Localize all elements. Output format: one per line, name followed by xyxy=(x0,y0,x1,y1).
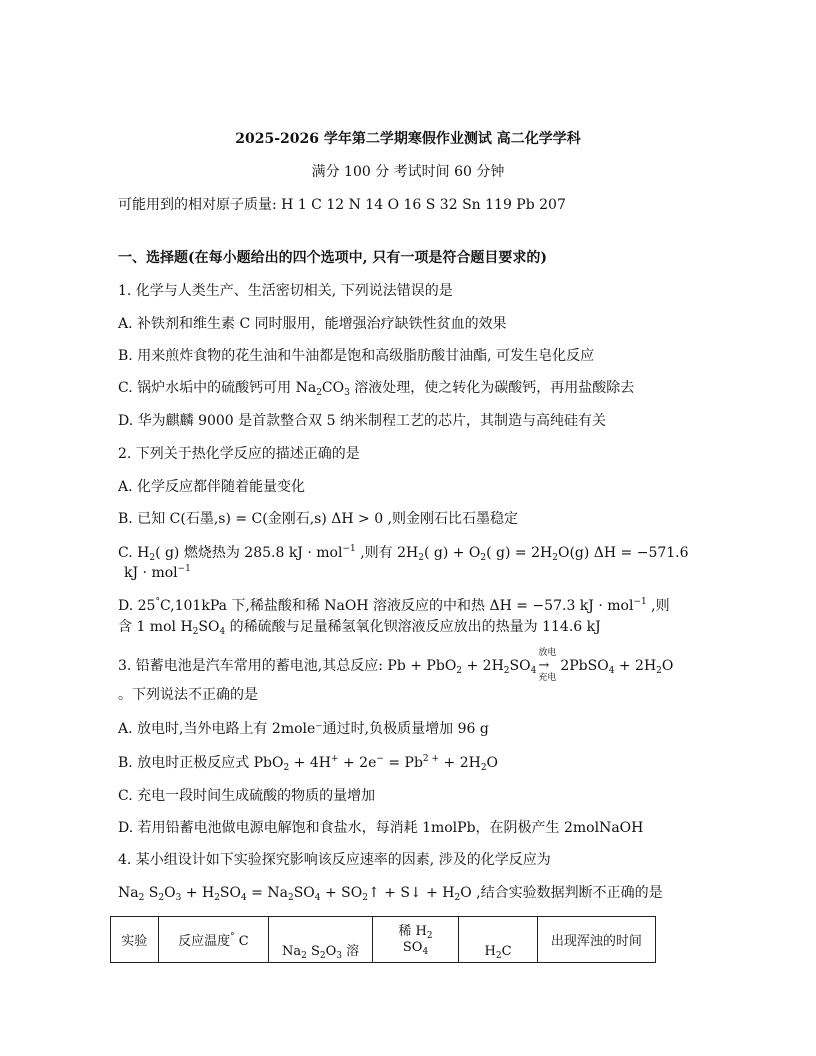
table-header-row xyxy=(111,917,656,963)
q1-option-c: C. 锅炉水垢中的硫酸钙可用 $Na_2CO_3$ 溶液处理，使之转化为碳酸钙，再用盐酸除去 xyxy=(118,380,635,398)
th-turbidity-time: 出现浑浊的时间 xyxy=(537,917,655,963)
q3-stem-cont: 。下列说法不正确的是 xyxy=(118,687,258,703)
atomic-mass-line: 可能用到的相对原子质量: H 1 C 12 N 14 O 16 S 32 Sn 119 Pb 207 xyxy=(118,197,566,213)
th-na2s2o3: $Na_2$ $S_2O_3$ 溶 xyxy=(269,917,373,963)
reaction-arrow: 放电 → 充电 xyxy=(538,648,557,683)
q2-option-d-cont: 含 1 mol $H_2SO_4$ 的稀硫酸与足量稀氢氧化钡溶液反应放出的热量为 114.6 kJ xyxy=(118,619,601,637)
q2-stem: 2. 下列关于热化学反应的描述正确的是 xyxy=(118,446,360,462)
q3-option-d: D. 若用铅蓄电池做电源电解饱和食盐水，每消耗 1molPb，在阴极产生 2molNaOH xyxy=(118,820,644,836)
th-h2o: $H_2C$ xyxy=(459,917,538,963)
q2-option-a: A. 化学反应都伴随着能量变化 xyxy=(118,479,306,495)
q3-option-c: C. 充电一段时间生成硫酸的物质的量增加 xyxy=(118,788,376,804)
q2-option-b: B. 已知 C(石墨,s) = C(金刚石,s) ΔH > 0 ,则金刚石比石墨稳定 xyxy=(118,511,519,527)
q3-option-b: B. 放电时正极反应式 $PbO_2 + 4H^+ + 2e^- = Pb^{2 +} + 2H_2O$ xyxy=(118,754,499,773)
experiment-table xyxy=(110,916,656,963)
q1-stem: 1. 化学与人类生产、生活密切相关, 下列说法错误的是 xyxy=(118,283,453,299)
q2-option-c: C. $H_2$( g) 燃烧热为 285.8 kJ · mol$^{-1}$ ,则有 $2H_2$( $g) + O_2$( $g) = 2H_2O(g) \Delta H = -571.6$ xyxy=(118,544,689,563)
th-dilute-h2so4: 稀 $H_2$ $SO_4$ xyxy=(372,917,458,963)
q2-option-c-cont: kJ · mol$^{-1}$ xyxy=(124,564,191,581)
q3-option-a: A. 放电时,当外电路上有 2mole⁻通过时,负极质量增加 96 g xyxy=(118,721,489,737)
section-heading: 一、选择题(在每小题给出的四个选项中, 只有一项是符合题目要求的) xyxy=(118,250,547,266)
exam-title: 2025-2026 学年第二学期寒假作业测试 高二化学学科 xyxy=(235,131,581,147)
th-experiment: 实验 xyxy=(111,917,159,963)
q1-option-a: A. 补铁剂和维生素 C 同时服用，能增强治疗缺铁性贫血的效果 xyxy=(118,316,507,332)
q1-option-b: B. 用来煎炸食物的花生油和牛油都是饱和高级脂肪酸甘油酯, 可发生皂化反应 xyxy=(118,348,595,364)
q2-option-d: D. 25°C,101kPa 下,稀盐酸和稀 NaOH 溶液反应的中和热 ΔH = −57.3 kJ · mol$^{-1}$ ,则 xyxy=(118,597,670,614)
q1-option-d: D. 华为麒麟 9000 是首款整合双 5 纳米制程工艺的芯片，其制造与高纯硅有关 xyxy=(118,413,606,429)
th-temperature: 反应温度° C xyxy=(158,917,269,963)
exam-subtitle: 满分 100 分 考试时间 60 分钟 xyxy=(311,164,505,180)
q4-equation: $Na_2$ $S_2O_3 + H_2SO_4 = Na_2SO_4$ + $SO_2↑$ + S↓ + $H_2O$ ,结合实验数据判断不正确的是 xyxy=(118,885,663,903)
q4-stem: 4. 某小组设计如下实验探究影响该反应速率的因素, 涉及的化学反应为 xyxy=(118,852,551,868)
q3-stem: 3. 铅蓄电池是汽车常用的蓄电池,其总反应: $Pb + PbO_2 + 2H_2SO_4$ 放电 → 充电 2PbSO$_4$ + $2H_2O$ xyxy=(118,648,674,683)
